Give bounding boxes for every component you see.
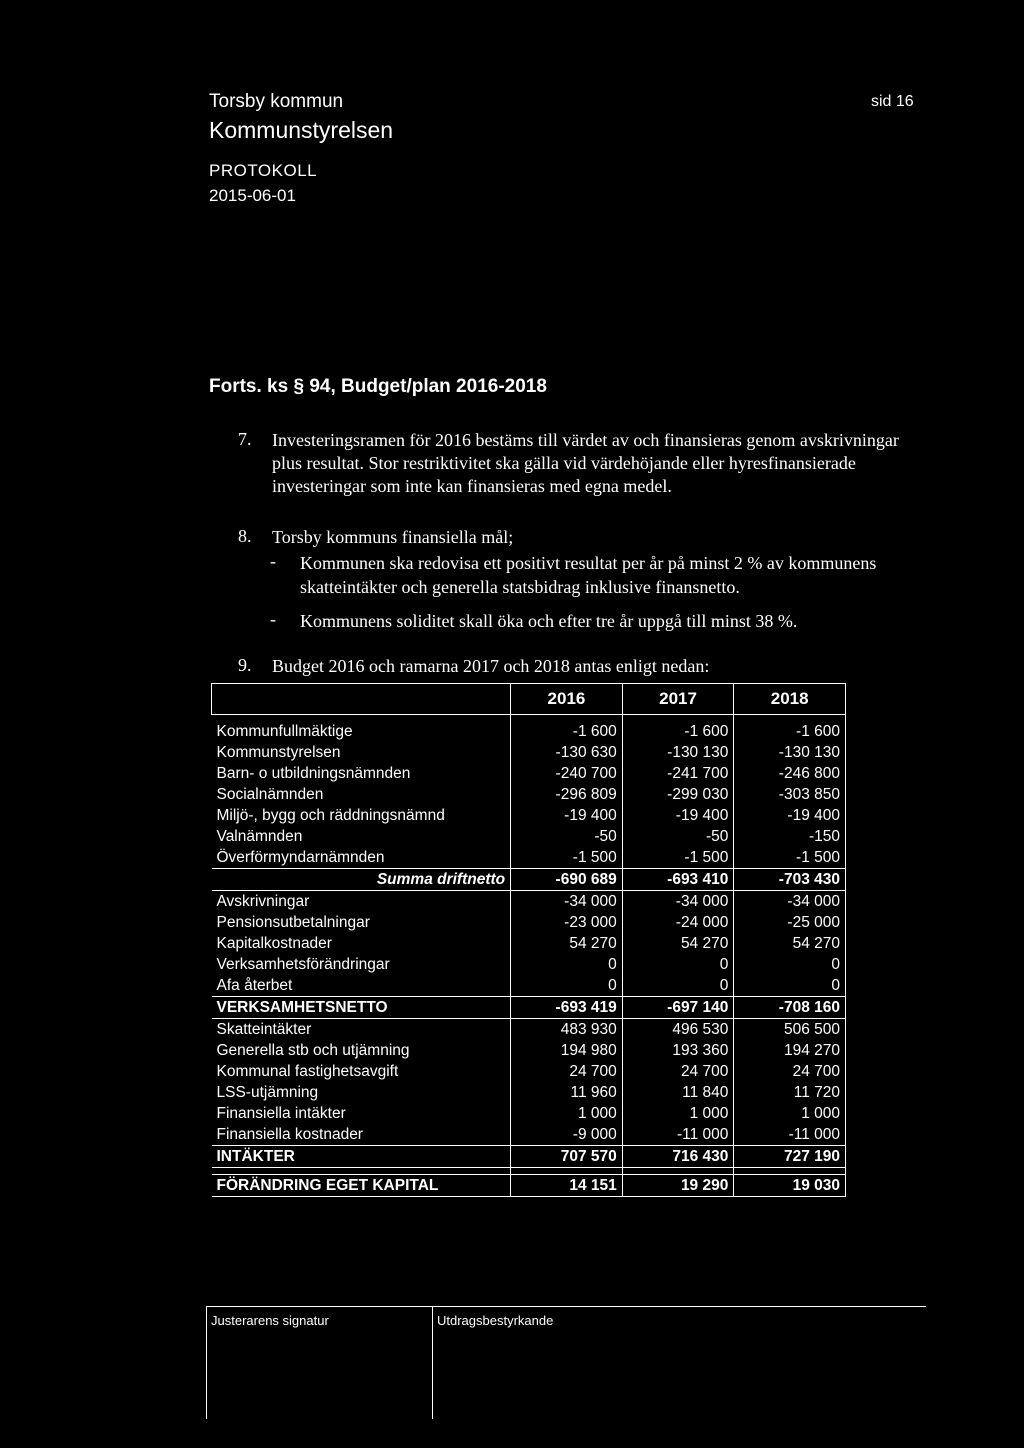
table-row — [212, 891, 846, 913]
section-title: Forts. ks § 94, Budget/plan 2016-2018 — [209, 376, 547, 397]
row-value: 194 270 — [734, 1040, 846, 1061]
summary-row — [212, 1175, 846, 1197]
row-label: Miljö-, bygg och räddningsnämnd — [216, 806, 445, 824]
row-value: 19 290 — [622, 1175, 734, 1197]
row-value: 1 000 — [734, 1103, 846, 1124]
row-value: -19 400 — [622, 805, 734, 826]
organization-name: Torsby kommun — [209, 91, 344, 112]
row-value: -34 000 — [734, 891, 846, 913]
row-label: Socialnämnden — [216, 785, 324, 803]
table-row — [212, 805, 846, 826]
row-label: Valnämnden — [216, 827, 303, 845]
row-label: Kommunfullmäktige — [216, 722, 353, 740]
row-label: FÖRÄNDRING EGET KAPITAL — [212, 1175, 511, 1197]
page-number: sid 16 — [871, 93, 914, 110]
row-label: Generella stb och utjämning — [216, 1041, 410, 1059]
row-value: 1 000 — [511, 1103, 623, 1124]
table-row — [212, 826, 846, 847]
row-value: 194 980 — [511, 1040, 623, 1061]
row-value: 11 840 — [622, 1082, 734, 1103]
row-value: 24 700 — [622, 1061, 734, 1082]
bullet-dash: - — [270, 609, 276, 629]
row-gap — [212, 1168, 846, 1175]
table-row — [212, 1103, 846, 1124]
year-header: 2018 — [734, 684, 846, 715]
signature-box — [206, 1306, 926, 1419]
row-value: -1 600 — [734, 721, 846, 742]
goal-result-text: Kommunen ska redovisa ett positivt resultat per år på minst 2 % av kommunens skatteintäkter och generella statsbidrag inklusive finansnetto. — [300, 553, 877, 597]
row-value: -130 630 — [511, 742, 623, 763]
row-value: -19 400 — [511, 805, 623, 826]
table-row — [212, 933, 846, 954]
row-label: Kommunstyrelsen — [216, 743, 341, 761]
row-value: -708 160 — [734, 997, 846, 1019]
table-row — [212, 1082, 846, 1103]
table-row — [212, 954, 846, 975]
header-corner — [212, 684, 511, 715]
row-value: -19 400 — [734, 805, 846, 826]
item-7-number: 7. — [238, 429, 252, 449]
table-row — [212, 742, 846, 763]
row-value: -1 500 — [734, 847, 846, 869]
row-value: -11 000 — [734, 1124, 846, 1146]
row-value: 483 930 — [511, 1019, 623, 1041]
row-value: -697 140 — [622, 997, 734, 1019]
row-value: 54 270 — [734, 933, 846, 954]
row-label: Kommunal fastighetsavgift — [216, 1062, 399, 1080]
budget-table — [211, 683, 846, 1197]
table-row — [212, 1019, 846, 1041]
row-label: Skatteintäkter — [216, 1020, 312, 1038]
year-header: 2017 — [622, 684, 734, 715]
row-label: LSS-utjämning — [216, 1083, 319, 1101]
row-value: 0 — [734, 975, 846, 997]
row-value: 19 030 — [734, 1175, 846, 1197]
bullet-dash: - — [270, 551, 276, 571]
row-label: Pensionsutbetalningar — [216, 913, 370, 931]
table-row — [212, 721, 846, 742]
row-value: 11 960 — [511, 1082, 623, 1103]
row-label: VERKSAMHETSNETTO — [212, 997, 511, 1019]
goal-solidity-text: Kommunens soliditet skall öka och efter tre år uppgå till minst 38 %. — [300, 611, 798, 631]
row-value: -24 000 — [622, 912, 734, 933]
table-row — [212, 847, 846, 869]
row-value: -23 000 — [511, 912, 623, 933]
row-value: -299 030 — [622, 784, 734, 805]
reviewer-signature-field: Justerarens signatur — [206, 1307, 432, 1419]
row-value: -690 689 — [511, 869, 623, 891]
row-value: 0 — [622, 975, 734, 997]
row-label: Barn- o utbildningsnämnden — [216, 764, 411, 782]
row-value: -130 130 — [734, 742, 846, 763]
row-value: 0 — [622, 954, 734, 975]
row-value: 0 — [511, 954, 623, 975]
row-value: 707 570 — [511, 1146, 623, 1168]
row-value: -303 850 — [734, 784, 846, 805]
row-label: Kapitalkostnader — [216, 934, 332, 952]
row-value: 506 500 — [734, 1019, 846, 1041]
row-value: -130 130 — [622, 742, 734, 763]
row-label: Afa återbet — [212, 975, 511, 997]
budget-table-body — [212, 715, 846, 1197]
row-value: -703 430 — [734, 869, 846, 891]
row-value: 1 000 — [622, 1103, 734, 1124]
table-row — [212, 975, 846, 997]
row-label: Finansiella kostnader — [212, 1124, 511, 1146]
row-label: Överförmyndarnämnden — [212, 847, 511, 869]
row-value: -11 000 — [622, 1124, 734, 1146]
row-value: -9 000 — [511, 1124, 623, 1146]
year-header: 2016 — [511, 684, 623, 715]
row-label: Avskrivningar — [216, 892, 310, 910]
item-8-number: 8. — [238, 526, 252, 546]
table-row — [212, 1061, 846, 1082]
row-value: -34 000 — [511, 891, 623, 913]
table-row — [212, 763, 846, 784]
row-value: 193 360 — [622, 1040, 734, 1061]
row-value: -150 — [734, 826, 846, 847]
summary-row — [212, 1146, 846, 1168]
document-date: 2015-06-01 — [209, 186, 296, 205]
row-value: -241 700 — [622, 763, 734, 784]
row-value: -50 — [511, 826, 623, 847]
row-value: -1 600 — [511, 721, 623, 742]
item-9-text: Budget 2016 och ramarna 2017 och 2018 antas enligt nedan: — [272, 656, 710, 676]
row-value: 24 700 — [511, 1061, 623, 1082]
row-value: 0 — [734, 954, 846, 975]
row-value: -25 000 — [734, 912, 846, 933]
row-value: -246 800 — [734, 763, 846, 784]
board-name: Kommunstyrelsen — [209, 117, 394, 143]
summary-row — [212, 997, 846, 1019]
row-value: 496 530 — [622, 1019, 734, 1041]
row-label: INTÄKTER — [212, 1146, 511, 1168]
row-value: 14 151 — [511, 1175, 623, 1197]
row-value: 727 190 — [734, 1146, 846, 1168]
document-type: PROTOKOLL — [209, 161, 318, 180]
row-label: Finansiella intäkter — [216, 1104, 346, 1122]
row-value: 716 430 — [622, 1146, 734, 1168]
row-value: -693 419 — [511, 997, 623, 1019]
table-row — [212, 784, 846, 805]
row-label: Verksamhetsförändringar — [216, 955, 390, 973]
table-row — [212, 1124, 846, 1146]
row-value: 24 700 — [734, 1061, 846, 1082]
row-value: -296 809 — [511, 784, 623, 805]
table-row — [212, 1040, 846, 1061]
row-value: -1 500 — [511, 847, 623, 869]
row-value: -240 700 — [511, 763, 623, 784]
row-value: 54 270 — [511, 933, 623, 954]
item-8-text: Torsby kommuns finansiella mål; — [272, 527, 514, 547]
row-value: -1 600 — [622, 721, 734, 742]
row-label: Summa driftnetto — [212, 869, 511, 891]
table-row — [212, 912, 846, 933]
row-value: 11 720 — [734, 1082, 846, 1103]
row-value: 54 270 — [622, 933, 734, 954]
item-9-number: 9. — [238, 655, 252, 675]
item-7-text: Investeringsramen för 2016 bestäms till värdet av och finansieras genom avskrivningar plus resultat. Stor restriktivitet ska gälla vid värdehöjande eller hyresfinansierade investeringar som inte kan finansieras med egna medel. — [272, 430, 899, 496]
row-value: -693 410 — [622, 869, 734, 891]
row-value: -1 500 — [622, 847, 734, 869]
certification-field: Utdragsbestyrkande — [432, 1307, 926, 1419]
summary-row — [212, 869, 846, 891]
row-value: -50 — [622, 826, 734, 847]
row-value: -34 000 — [622, 891, 734, 913]
table-header-row — [212, 684, 846, 715]
row-value: 0 — [511, 975, 623, 997]
